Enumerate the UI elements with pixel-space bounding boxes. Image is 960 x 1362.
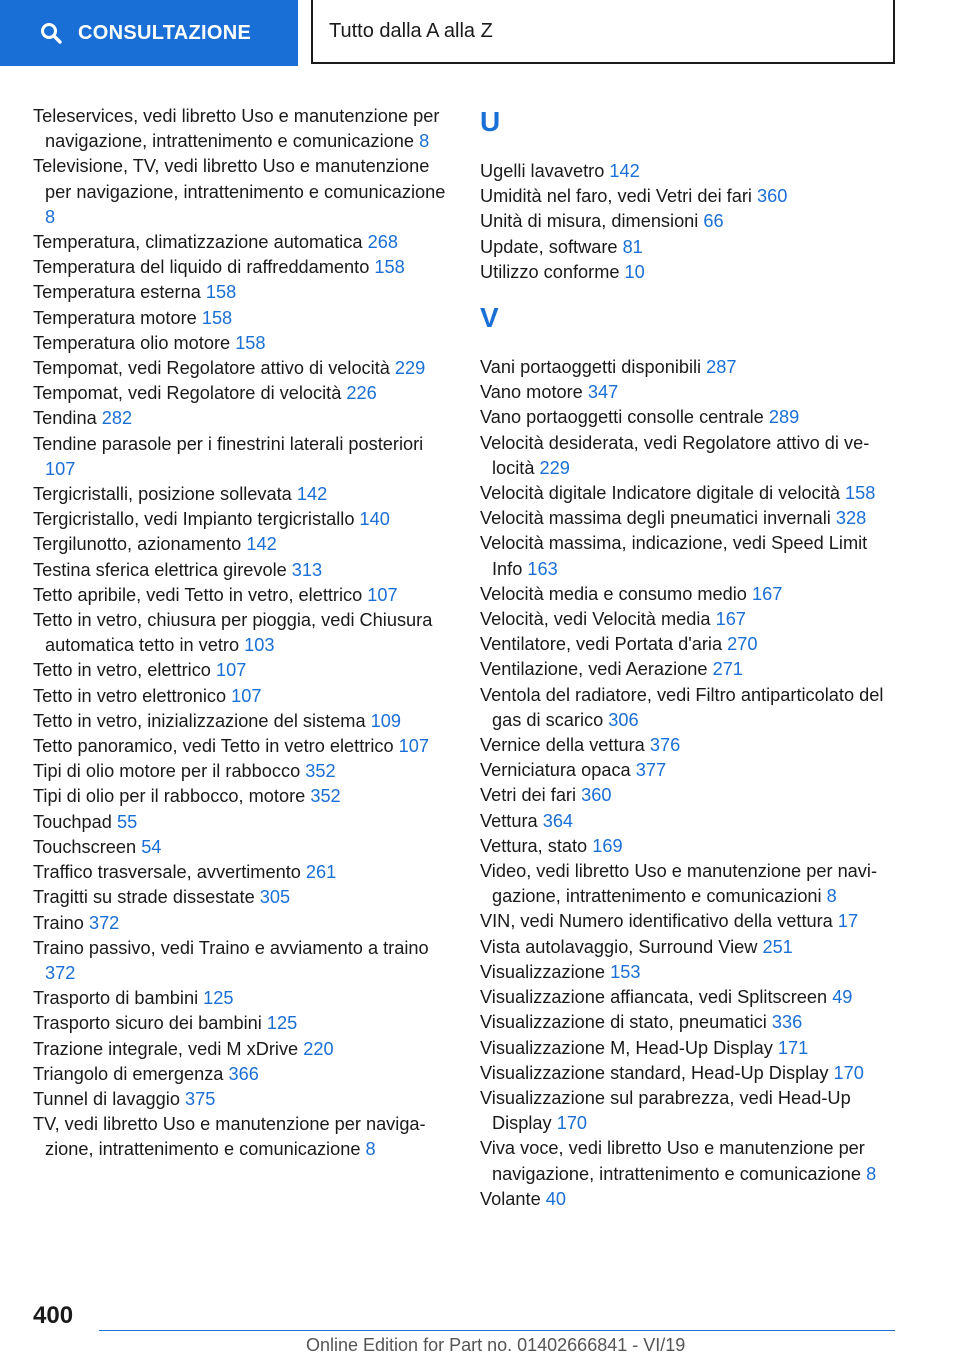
page-link[interactable]: 336 <box>771 1012 803 1033</box>
page-link[interactable]: 271 <box>712 659 743 680</box>
index-entry <box>33 532 453 557</box>
page-link[interactable]: 8 <box>45 206 56 227</box>
page-link[interactable]: 8 <box>866 1163 877 1184</box>
entry-text: Ugelli lavavetro <box>480 161 605 181</box>
index-entry <box>33 1112 453 1162</box>
index-entry <box>480 985 900 1010</box>
index-entry <box>480 1086 900 1136</box>
page-link[interactable]: 229 <box>539 457 570 478</box>
section-label: CONSULTAZIONE <box>78 21 252 44</box>
entry-text: Tetto in vetro elettronico <box>33 685 227 706</box>
index-entry <box>33 911 453 936</box>
index-entry <box>480 935 900 960</box>
entry-text: Umidità nel faro, vedi Vetri dei fari <box>480 186 752 207</box>
page-link[interactable]: 229 <box>394 358 426 379</box>
page-link[interactable]: 158 <box>235 332 266 353</box>
index-entry <box>33 1037 453 1062</box>
index-entry <box>480 431 900 481</box>
breadcrumb <box>311 0 895 64</box>
entry-text: Tempomat, vedi Regolatore di velocità <box>33 383 342 404</box>
index-entry <box>480 809 900 834</box>
index-entry <box>480 783 900 808</box>
index-entry <box>480 834 900 859</box>
page-link[interactable]: 268 <box>367 232 398 253</box>
index-entry <box>33 936 453 986</box>
index-entry <box>480 859 900 909</box>
index-entry <box>33 230 453 255</box>
index-entry <box>480 683 900 733</box>
page-link[interactable]: 251 <box>762 936 793 957</box>
index-entry <box>33 558 453 583</box>
entry-text: Viva voce, vedi libretto Uso e manutenzione per navigazione, intrattenimento e comunicazione <box>480 1138 865 1184</box>
index-entry <box>480 1010 900 1035</box>
footer-edition: Online Edition for Part no. 01402666841 - VI/19 <box>306 1335 686 1355</box>
page-link[interactable]: 158 <box>205 282 237 303</box>
index-entry <box>33 583 453 608</box>
entry-text: Verniciatura opaca <box>480 760 631 781</box>
index-entry <box>480 159 900 184</box>
entry-text: Visualizzazione <box>480 961 606 982</box>
index-entry <box>33 104 453 154</box>
entry-text: Tergicristalli, posizione sollevata <box>33 484 292 505</box>
entry-text: Tetto in vetro, inizializzazione del sistema <box>33 710 366 731</box>
page-link[interactable]: 169 <box>592 835 623 856</box>
entry-text: Testina sferica elettrica girevole <box>33 559 287 580</box>
page-link[interactable]: 107 <box>45 458 76 479</box>
page-link[interactable]: 170 <box>833 1062 864 1083</box>
index-entry <box>33 608 453 658</box>
page-link[interactable]: 17 <box>837 911 859 932</box>
page-link[interactable]: 81 <box>622 236 643 257</box>
entry-text: Tetto panoramico, vedi Tetto in vetro elettrico <box>33 736 394 757</box>
entry-text: Tragitti su strade dissestate <box>33 887 255 908</box>
page-link[interactable]: 375 <box>185 1088 216 1109</box>
entry-text: Temperatura, climatizzazione automatica <box>33 232 363 253</box>
page-link[interactable]: 306 <box>608 709 639 730</box>
index-entry <box>33 810 453 835</box>
index-entry <box>33 255 453 280</box>
entry-text: Temperatura esterna <box>33 282 201 303</box>
entry-text: Tendine parasole per i finestrini laterali posteriori <box>33 433 424 454</box>
entry-text: Traino <box>33 912 84 933</box>
entry-text: Traffico trasversale, avvertimento <box>33 862 301 883</box>
entry-text: Temperatura motore <box>33 307 197 328</box>
index-entry <box>480 733 900 758</box>
index-entry <box>33 684 453 709</box>
entry-text: Ventilatore, vedi Portata d'aria <box>480 634 723 655</box>
index-entry <box>480 632 900 657</box>
page-link[interactable]: 142 <box>296 484 328 505</box>
entry-text: Tetto in vetro, elettrico <box>33 660 211 681</box>
page-link[interactable]: 8 <box>365 1139 376 1160</box>
entry-text: Velocità digitale Indicatore digitale di velocità <box>480 483 840 504</box>
entry-text: Tetto in vetro, chiusura per pioggia, vedi Chiusura automatica tetto in vetro <box>33 610 433 656</box>
page-link[interactable]: 282 <box>101 408 133 429</box>
page-link[interactable]: 103 <box>244 635 275 656</box>
index-entry <box>33 658 453 683</box>
index-entry <box>33 432 453 482</box>
page-link[interactable]: 376 <box>649 735 681 756</box>
page-link[interactable]: 171 <box>777 1037 809 1058</box>
page-link[interactable]: 107 <box>398 736 429 757</box>
entry-text: Teleservices, vedi libretto Uso e manutenzione per navigazione, intrattenimento e comunicazione <box>33 106 440 152</box>
page-link[interactable]: 287 <box>706 357 737 378</box>
page-link[interactable]: 8 <box>826 886 837 907</box>
search-icon <box>40 22 62 44</box>
index-entry <box>33 835 453 860</box>
entry-text: Tipi di olio motore per il rabbocco <box>33 761 301 782</box>
page-link[interactable]: 55 <box>116 811 138 832</box>
entry-text: Velocità, vedi Velocità media <box>480 609 711 630</box>
page-link[interactable]: 352 <box>310 786 341 807</box>
entry-text: Ventilazione, vedi Aerazione <box>480 659 708 680</box>
index-entry <box>480 184 900 209</box>
entry-text: Video, vedi libretto Uso e manutenzione per navigazione, intrattenimento e comunicazioni <box>480 861 877 907</box>
v-entries <box>480 355 900 1212</box>
index-entry <box>33 331 453 356</box>
page-link[interactable]: 140 <box>359 509 390 530</box>
page-link[interactable]: 347 <box>587 382 619 403</box>
index-entry <box>33 759 453 784</box>
page-link[interactable]: 360 <box>757 186 788 207</box>
page-link[interactable]: 107 <box>215 660 247 681</box>
index-entry <box>480 1187 900 1212</box>
index-entry <box>33 306 453 331</box>
page-link[interactable]: 49 <box>832 987 853 1008</box>
entry-text: Tipi di olio per il rabbocco, motore <box>33 786 306 807</box>
page-link[interactable]: 125 <box>203 988 234 1009</box>
entry-text: Ventola del radiatore, vedi Filtro antiparticolato del gas di scarico <box>480 684 884 730</box>
entry-text: Tergilunotto, azionamento <box>33 534 242 555</box>
index-entry <box>33 280 453 305</box>
page-link[interactable]: 360 <box>581 785 612 806</box>
entry-text: Unità di misura, dimensioni <box>480 211 699 232</box>
page-link[interactable]: 167 <box>751 583 783 604</box>
page-link[interactable]: 158 <box>374 257 405 278</box>
index-entry <box>480 260 900 285</box>
entry-text: VIN, vedi Numero identificativo della vettura <box>480 911 833 932</box>
index-entry <box>480 506 900 531</box>
index-entry <box>480 235 900 260</box>
page-link[interactable]: 40 <box>545 1188 566 1209</box>
page-link[interactable]: 142 <box>246 534 277 555</box>
entry-text: Trasporto sicuro dei bambini <box>33 1013 262 1034</box>
index-entry <box>480 380 900 405</box>
page-link[interactable]: 158 <box>201 307 233 328</box>
entry-text: Tetto apribile, vedi Tetto in vetro, elettrico <box>33 584 363 605</box>
page-link[interactable]: 305 <box>259 887 291 908</box>
index-entry <box>33 507 453 532</box>
index-entry <box>480 657 900 682</box>
breadcrumb-text: Tutto dalla A alla Z <box>329 19 493 42</box>
entry-text: Tempomat, vedi Regolatore attivo di velocità <box>33 358 390 379</box>
entry-text: Tendina <box>33 408 97 429</box>
entry-text: Visualizzazione di stato, pneumatici <box>480 1012 767 1033</box>
entry-text: TV, vedi libretto Uso e manutenzione per navigazione, intrattenimento e comunicazione <box>33 1114 426 1160</box>
entry-text: Volante <box>480 1188 541 1209</box>
page-link[interactable]: 328 <box>835 508 867 529</box>
index-entry <box>33 986 453 1011</box>
index-entry <box>480 1061 900 1086</box>
entry-text: Traino passivo, vedi Traino e avviamento a traino <box>33 937 429 958</box>
page-link[interactable]: 66 <box>703 211 724 232</box>
entry-text: Televisione, TV, vedi libretto Uso e manutenzione per navigazione, intrattenimento e comunicazione <box>33 156 446 202</box>
page-link[interactable]: 10 <box>624 261 645 282</box>
index-entry <box>480 909 900 934</box>
page-link[interactable]: 54 <box>141 836 162 857</box>
entry-text: Temperatura olio motore <box>33 332 231 353</box>
page-link[interactable]: 377 <box>635 760 667 781</box>
entry-text: Temperatura del liquido di raffreddamento <box>33 257 370 278</box>
index-entry <box>33 406 453 431</box>
entry-text: Trasporto di bambini <box>33 988 199 1009</box>
index-entry <box>480 209 900 234</box>
index-entry <box>480 1036 900 1061</box>
page-link[interactable]: 107 <box>231 685 262 706</box>
page-link[interactable]: 372 <box>45 962 76 983</box>
page-link[interactable]: 142 <box>609 161 640 181</box>
index-entry <box>33 709 453 734</box>
page-link[interactable]: 170 <box>556 1113 588 1134</box>
page-link[interactable]: 226 <box>346 383 377 404</box>
page-link[interactable]: 163 <box>527 558 558 579</box>
entry-text: Visualizzazione standard, Head-Up Display <box>480 1062 829 1083</box>
section-letter-v: V <box>480 302 499 334</box>
entry-text: Velocità massima, indicazione, vedi Speed Limit Info <box>480 533 868 579</box>
page-link[interactable]: 125 <box>266 1013 298 1034</box>
index-entry <box>33 381 453 406</box>
index-entry <box>33 885 453 910</box>
page-link[interactable]: 158 <box>845 483 876 504</box>
entry-text: Visualizzazione M, Head-Up Display <box>480 1037 773 1058</box>
entry-text: Visualizzazione affiancata, vedi Splitscreen <box>480 987 828 1008</box>
page-link[interactable]: 289 <box>768 407 800 428</box>
section-letter-u: U <box>480 106 501 137</box>
page-link[interactable]: 372 <box>88 912 120 933</box>
page-link[interactable]: 109 <box>370 710 401 731</box>
entry-text: Tunnel di lavaggio <box>33 1088 180 1109</box>
entry-text: Velocità desiderata, vedi Regolatore attivo di velocità <box>480 432 870 478</box>
index-entry <box>33 482 453 507</box>
index-entry <box>33 734 453 759</box>
entry-text: Vernice della vettura <box>480 735 645 756</box>
entry-text: Update, software <box>480 236 618 257</box>
index-entry <box>480 481 900 506</box>
entry-text: Visualizzazione sul parabrezza, vedi Head-Up Display <box>480 1087 851 1134</box>
index-entry <box>480 582 900 607</box>
entry-text: Trazione integrale, vedi M xDrive <box>33 1038 299 1059</box>
page-link[interactable]: 107 <box>367 584 398 605</box>
entry-text: Vetri dei fari <box>480 785 577 806</box>
section-tab[interactable] <box>0 0 298 66</box>
entry-text: Vettura, stato <box>480 835 588 856</box>
index-entry <box>480 531 900 581</box>
page-link[interactable]: 220 <box>303 1038 334 1059</box>
entry-text: Vista autolavaggio, Surround View <box>480 936 758 957</box>
page-link[interactable]: 352 <box>305 761 336 782</box>
entry-text: Touchpad <box>33 811 112 832</box>
index-entry <box>480 355 900 380</box>
entry-text: Triangolo di emergenza <box>33 1063 224 1084</box>
page-link[interactable]: 270 <box>727 634 758 655</box>
footer-divider <box>99 1330 895 1331</box>
page-number: 400 <box>33 1302 74 1329</box>
index-entry <box>480 607 900 632</box>
index-entry <box>33 154 453 230</box>
entry-text: Vettura <box>480 810 538 831</box>
entry-text: Touchscreen <box>33 836 137 857</box>
entry-text: Velocità massima degli pneumatici invernali <box>480 508 831 529</box>
page-link[interactable]: 364 <box>542 810 574 831</box>
index-entry <box>480 960 900 985</box>
u-entries <box>480 159 900 285</box>
page-link[interactable]: 153 <box>610 961 641 982</box>
entry-text: Utilizzo conforme <box>480 261 620 282</box>
entry-text: Vano portaoggetti consolle centrale <box>480 407 764 428</box>
index-entry <box>33 860 453 885</box>
index-entry <box>480 1136 900 1186</box>
entry-text: Vani portaoggetti disponibili <box>480 357 702 378</box>
index-column-left <box>33 104 453 1163</box>
page-link[interactable]: 167 <box>715 609 746 630</box>
page-link[interactable]: 366 <box>228 1063 259 1084</box>
index-entry <box>33 1062 453 1087</box>
page-link[interactable]: 313 <box>291 559 323 580</box>
index-entry <box>33 784 453 809</box>
index-column-right <box>480 104 900 1212</box>
index-entry <box>480 758 900 783</box>
entry-text: Velocità media e consumo medio <box>480 583 747 604</box>
entry-text: Tergicristallo, vedi Impianto tergicristallo <box>33 509 355 530</box>
page-link[interactable]: 8 <box>419 131 430 152</box>
page-link[interactable]: 261 <box>305 862 337 883</box>
index-entry <box>33 356 453 381</box>
entry-text: Vano motore <box>480 382 583 403</box>
index-entry <box>33 1087 453 1112</box>
index-entry <box>480 405 900 430</box>
index-entry <box>33 1011 453 1036</box>
